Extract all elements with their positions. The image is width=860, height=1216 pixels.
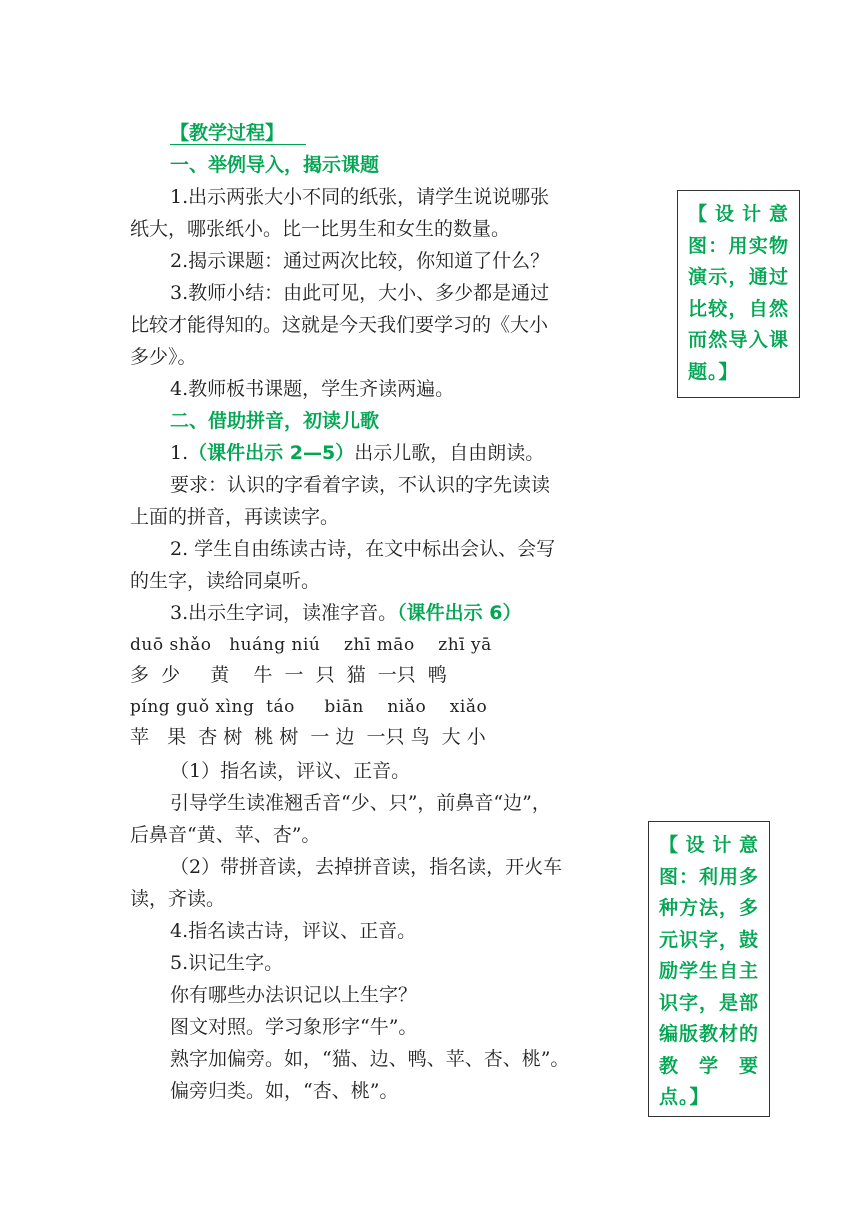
paragraph: （2）带拼音读，去掉拼音读，指名读，开火车 — [170, 856, 563, 878]
paragraph: 要求：认识的字看着字读，不认识的字先读读 — [170, 474, 551, 496]
paragraph: 读，齐读。 — [130, 888, 226, 910]
section-1-title: 一、举例导入，揭示课题 — [170, 154, 380, 176]
paragraph: 4.指名读古诗，评议、正音。 — [170, 920, 417, 942]
hanzi-row: 多 少 黄 牛 一 只 猫 一只 鸭 — [130, 664, 447, 686]
paragraph: 多少》。 — [130, 346, 197, 368]
paragraph: 1.（课件出示 2—5）出示儿歌，自由朗读。 — [170, 442, 545, 464]
paragraph: 后鼻音“黄、苹、杏”。 — [130, 824, 321, 846]
paragraph: 4.教师板书课题，学生齐读两遍。 — [170, 378, 455, 400]
paragraph: 纸大，哪张纸小。比一比男生和女生的数量。 — [130, 218, 511, 240]
courseware-note: （课件出示 2—5） — [188, 442, 355, 464]
paragraph: 上面的拼音，再读读字。 — [130, 506, 340, 528]
hanzi-row: 苹 果 杏 树 桃 树 一 边 一只 鸟 大 小 — [130, 726, 486, 748]
paragraph: 3.出示生字词，读准字音。（课件出示 6） — [170, 602, 522, 624]
paragraph: 的生字，读给同桌听。 — [130, 570, 321, 592]
paragraph: 图文对照。学习象形字“牛”。 — [170, 1016, 418, 1038]
paragraph: 偏旁归类。如，“杏、桃”。 — [170, 1080, 399, 1102]
paragraph: 引导学生读准翘舌音“少、只”，前鼻音“边”， — [170, 792, 551, 814]
paragraph: 2. 学生自由练读古诗，在文中标出会认、会写 — [170, 538, 556, 560]
courseware-note: （课件出示 6） — [397, 602, 522, 624]
pinyin-row: duō shǎo huáng niú zhī māo zhī yā — [130, 635, 492, 655]
section-2-title: 二、借助拼音，初读儿歌 — [170, 410, 380, 432]
design-intent-note: 【设计意图：利用多种方法，多元识字，鼓励学生自主识字，是部编版教材的教学要点。】 — [648, 821, 770, 1117]
pinyin-row: píng guǒ xìng táo biān niǎo xiǎo — [130, 697, 488, 717]
paragraph: （1）指名读，评议、正音。 — [170, 760, 411, 782]
paragraph: 你有哪些办法识记以上生字？ — [170, 984, 418, 1006]
paragraph: 2.揭示课题：通过两次比较，你知道了什么？ — [170, 250, 550, 272]
section-heading: 【教学过程】 — [170, 117, 306, 149]
paragraph: 3.教师小结：由此可见，大小、多少都是通过 — [170, 282, 550, 304]
paragraph: 熟字加偏旁。如，“猫、边、鸭、苹、杏、桃”。 — [170, 1048, 570, 1070]
design-intent-note: 【设计意图：用实物演示，通过比较，自然而然导入课题。】 — [677, 190, 800, 398]
paragraph: 1.出示两张大小不同的纸张，请学生说说哪张 — [170, 186, 550, 208]
paragraph: 5.识记生字。 — [170, 952, 284, 974]
paragraph: 比较才能得知的。这就是今天我们要学习的《大小 — [130, 314, 549, 336]
